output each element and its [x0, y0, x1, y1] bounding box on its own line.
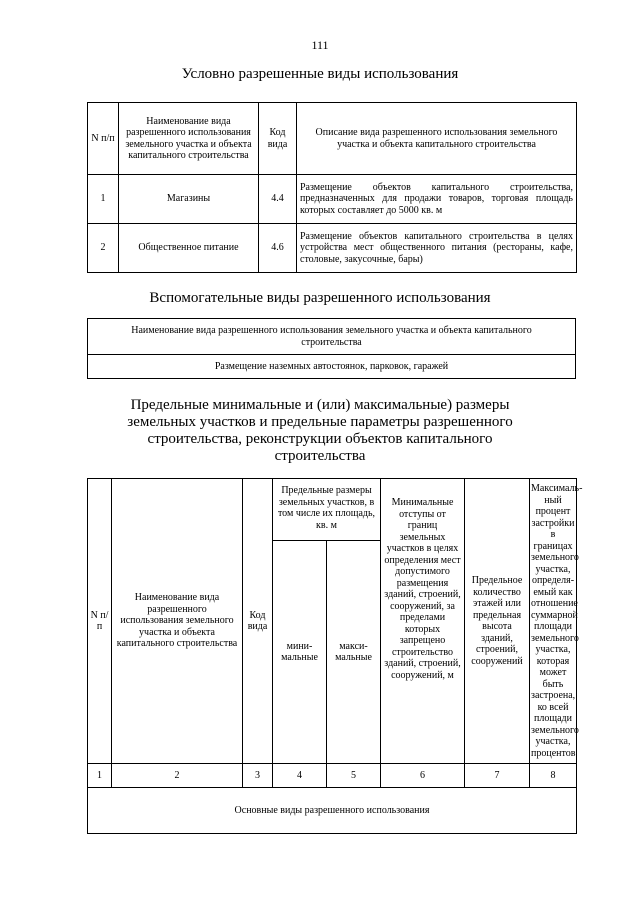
header-code: Код вида [259, 103, 297, 175]
row-use-name: Магазины [119, 175, 259, 224]
row-description: Размещение объектов капитального строительства, предназначенных для продажи товаров, торговая площадь которых составляет до 5000 кв. м [297, 175, 577, 224]
column-number: 5 [327, 764, 381, 788]
column-number: 6 [381, 764, 465, 788]
page-number: 111 [311, 38, 329, 52]
header-min: мини-мальные [273, 541, 327, 764]
conditional-uses-table [87, 102, 577, 273]
column-number: 8 [530, 764, 577, 788]
row-num: 1 [88, 175, 119, 224]
header-description: Описание вида разрешенного использования земельного участка и объекта капитального строительства [297, 103, 577, 175]
column-numbers-row [88, 764, 577, 788]
limits-title-line: Предельные минимальные и (или) максимальные) размеры [130, 397, 510, 413]
header-num: N п/п [88, 103, 119, 175]
column-number: 3 [243, 764, 273, 788]
auxiliary-uses-table [87, 318, 576, 379]
header-num: N п/п [88, 479, 112, 764]
auxiliary-uses-title: Вспомогательные виды разрешенного использования [149, 290, 491, 306]
header-setbacks: Минимальные отступы от границ земельных участков в целях определения мест допустимого размещения зданий, строений, сооружений, за пределами которых запрещено строительство зданий, строений, сооружений, м [381, 479, 465, 764]
row-code: 4.4 [259, 175, 297, 224]
row-num: 2 [88, 224, 119, 273]
table-row [88, 788, 577, 834]
table-row [88, 175, 577, 224]
limits-title [0, 397, 640, 465]
header-max: макси-мальные [327, 541, 381, 764]
limits-title-line: земельных участков и предельные параметры разрешенного [127, 414, 513, 430]
conditional-uses-title: Условно разрешенные виды использования [181, 66, 459, 82]
header-use-name: Наименование вида разрешенного использования земельного участка и объекта капитального строительства [112, 479, 243, 764]
header-plot-sizes: Предельные размеры земельных участков, в том числе их площадь, кв. м [273, 479, 381, 541]
main-uses-label: Основные виды разрешенного использования [88, 788, 577, 834]
column-number: 1 [88, 764, 112, 788]
header-floors: Предельное количество этажей или предельная высота зданий, строений, сооружений [465, 479, 530, 764]
limits-table [87, 478, 583, 834]
header-use-name: Наименование вида разрешенного использования земельного участка и объекта капитального строительства [119, 103, 259, 175]
row-use-name: Общественное питание [119, 224, 259, 273]
header-use-name: Наименование вида разрешенного использования земельного участка и объекта капитального строительства [88, 319, 576, 355]
column-number: 7 [465, 764, 530, 788]
row-use-name: Размещение наземных автостоянок, парковок, гаражей [88, 355, 576, 379]
table-row [88, 355, 576, 379]
header-coverage: Максималь-ный процент застройки в границах земельного участка, определя-емый как отношение суммарной площади земельного участка, которая может быть застроена, ко всей площади земельного участка, процентов [530, 479, 577, 764]
header-code: Код вида [243, 479, 273, 764]
row-code: 4.6 [259, 224, 297, 273]
column-number: 4 [273, 764, 327, 788]
column-number: 2 [112, 764, 243, 788]
row-description: Размещение объектов капитального строительства в целях устройства мест общественного питания (рестораны, кафе, столовые, закусочные, бары) [297, 224, 577, 273]
limits-title-line: строительства, реконструкции объектов капитального [147, 431, 493, 447]
table-header-row [88, 319, 576, 355]
table-row [88, 224, 577, 273]
table-header-row [88, 103, 577, 175]
limits-title-line: строительства [274, 448, 366, 464]
table-header-row [88, 479, 577, 541]
